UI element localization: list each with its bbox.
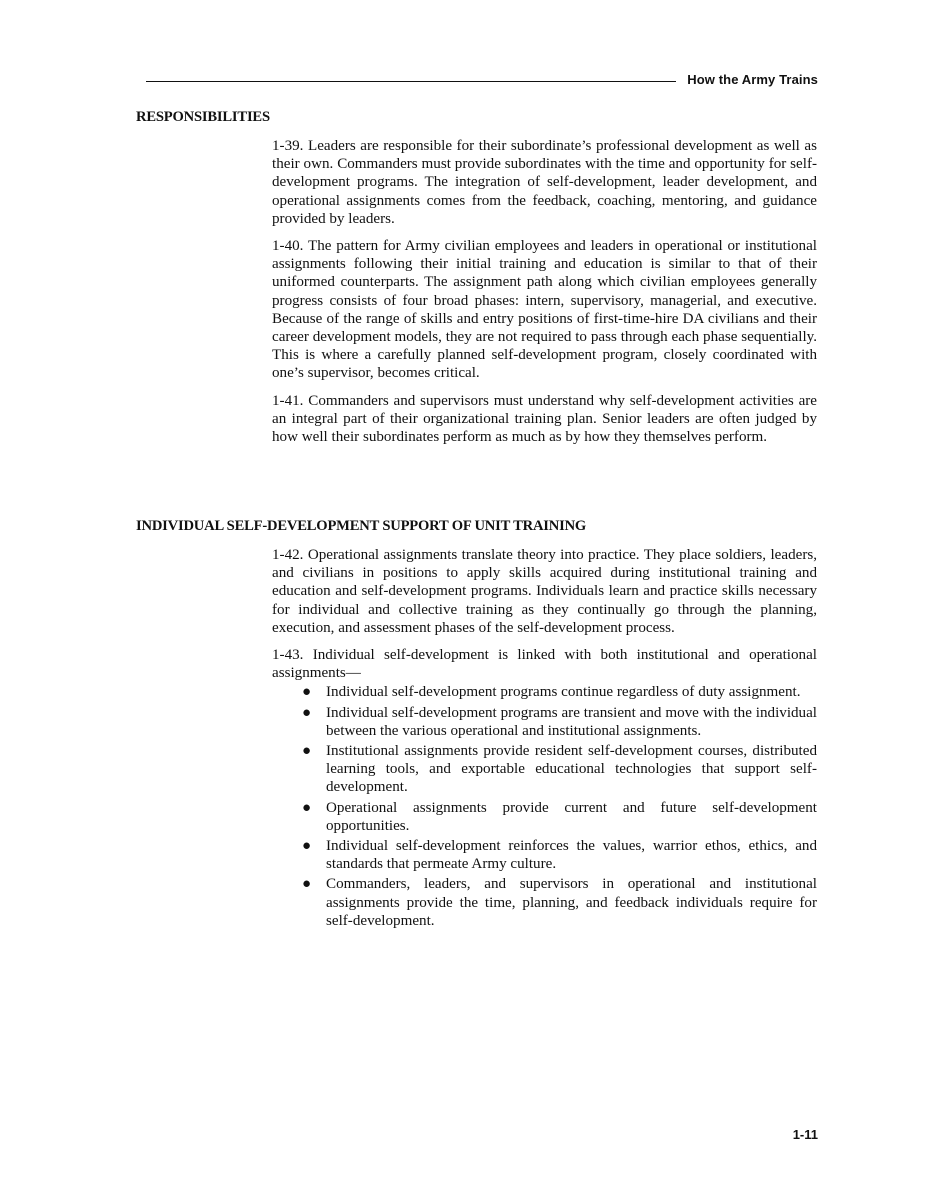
running-header-title: How the Army Trains [687, 72, 818, 87]
list-item [272, 837, 817, 873]
list-item-text: Individual self-development reinforces the values, warrior ethos, ethics, and standards that permeate Army culture. [326, 838, 817, 873]
paragraph-1-42: 1-42. Operational assignments translate theory into practice. They place soldiers, leaders, and civilians in positions to apply skills acquired during institutional training and education and self-development programs. Individuals learn and practice skills necessary for individual and collective training as they continually go through the planning, execution, and assessment phases of the self-development process. [272, 547, 817, 636]
bullet-icon: ● [302, 743, 312, 760]
paragraph-1-43: 1-43. Individual self-development is linked with both institutional and operational assignments— [272, 647, 817, 682]
bullet-list [272, 683, 817, 930]
paragraph-1-40: 1-40. The pattern for Army civilian employees and leaders in operational or institutional assignments following their initial training and education is similar to that of their uniformed counterparts. The assignment path along which civilian employees generally progress consists of four broad phases: intern, supervisory, managerial, and executive. Because of the range of skills and entry positions of first-time-hire DA civilians and their career development models, they are not required to pass through each phase sequentially. This is where a carefully planned self-development program, closely coordinated with one’s supervisor, becomes critical. [272, 238, 817, 382]
list-item [272, 704, 817, 740]
list-item-text: Individual self-development programs are transient and move with the individual between the various operational and institutional assignments. [326, 704, 817, 739]
list-item [272, 875, 817, 930]
self-development-body [272, 546, 817, 932]
list-item-text: Institutional assignments provide resident self-development courses, distributed learning tools, and exportable educational technologies that support self-development. [326, 743, 817, 796]
paragraph-1-39: 1-39. Leaders are responsible for their subordinate’s professional development as well as their own. Commanders must provide subordinates with the time and opportunity for self-development programs. The integration of self-development, leader development, and operational assignments comes from the feedback, coaching, mentoring, and guidance provided by leaders. [272, 138, 817, 227]
section-heading-responsibilities: RESPONSIBILITIES [136, 109, 270, 125]
list-item [272, 799, 817, 835]
responsibilities-body [272, 137, 817, 455]
list-item [272, 742, 817, 797]
page-number: 1-11 [792, 1127, 818, 1142]
paragraph-1-41: 1-41. Commanders and supervisors must understand why self-development activities are an integral part of their organizational training plan. Senior leaders are often judged by how well their subordinates perform as much as by how they themselves perform. [272, 392, 817, 446]
list-item-text: Individual self-development programs continue regardless of duty assignment. [326, 684, 801, 701]
bullet-icon: ● [302, 704, 312, 721]
bullet-icon: ● [302, 838, 312, 855]
list-item-text: Operational assignments provide current and future self-development opportunities. [326, 799, 817, 834]
bullet-icon: ● [302, 876, 312, 893]
bullet-icon: ● [302, 684, 312, 701]
list-item [272, 683, 817, 701]
bullet-icon: ● [302, 799, 312, 816]
header-rule [146, 81, 676, 82]
section-heading-self-development-support: INDIVIDUAL SELF-DEVELOPMENT SUPPORT OF UNIT TRAINING [136, 518, 587, 534]
list-item-text: Commanders, leaders, and supervisors in operational and institutional assignments provide the time, planning, and feedback individuals require for self-development. [326, 876, 817, 929]
